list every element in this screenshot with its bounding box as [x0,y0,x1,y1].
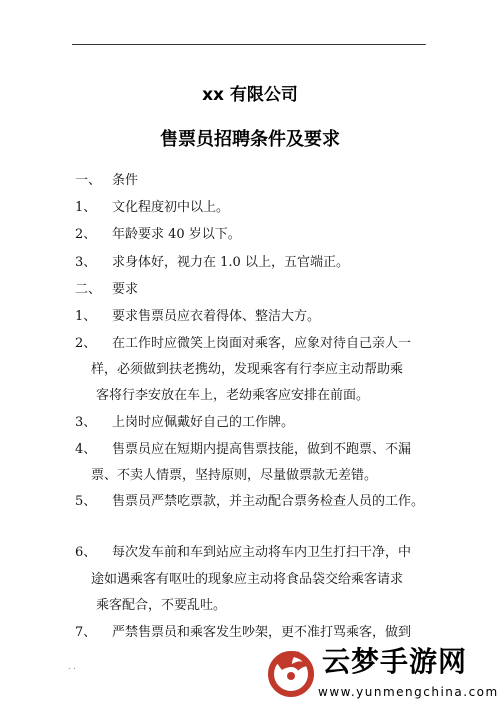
s2-item-7-number: 7、 [75,625,97,640]
header-rule [72,44,426,45]
s2-item-6-line-2: 途如遇乘客有呕吐的现象应主动将食品袋交给乘客请求 [91,572,404,587]
s2-item-2-line-3: 客将行李安放在车上，老幼乘客应安排在前面。 [96,388,370,403]
company-name: xx 有限公司 [202,85,298,105]
section-1-heading: 条件 [112,173,139,188]
header-rule-mark: . [424,38,427,47]
s2-item-3-number: 3、 [75,415,97,430]
s2-item-4-number: 4、 [75,442,97,457]
s1-item-2-text: 年龄要求 40 岁以下。 [112,227,241,242]
s2-item-6-line-1: 每次发车前和车到站应主动将车内卫生打扫干净，中 [112,545,412,560]
s1-item-2-number: 2、 [75,227,97,242]
watermark-site-name: 云梦手游网 [322,645,468,678]
s1-item-1-number: 1、 [75,200,97,215]
s2-item-5-number: 5、 [75,494,97,509]
watermark-url: www.yunmengchina.com [318,685,499,699]
s1-item-3-number: 3、 [75,255,97,270]
s2-item-2-number: 2、 [75,336,97,351]
s2-item-6-line-3: 乘客配合，不要乱吐。 [96,598,227,613]
s2-item-2-line-2: 样，必须做到扶老携幼，发现乘客有行李应主动帮助乘 [91,362,404,377]
dragon-logo-icon [262,642,320,700]
footer-mark: . . [68,662,76,671]
s2-item-1-text: 要求售票员应衣着得体、整洁大方。 [112,309,321,324]
s2-item-5-text: 售票员严禁吃票款，并主动配合票务检查人员的工作。 [112,494,425,509]
s1-item-1-text: 文化程度初中以上。 [112,200,230,215]
s2-item-3-text: 上岗时应佩戴好自己的工作牌。 [112,415,295,430]
document-title: 售票员招聘条件及要求 [160,129,340,150]
s2-item-1-number: 1、 [75,309,97,324]
section-1-number: 一、 [75,173,102,188]
s2-item-4-line-2: 票、不卖人情票，坚持原则，尽量做票款无差错。 [91,468,378,483]
s2-item-6-number: 6、 [75,545,97,560]
s1-item-3-text: 求身体好，视力在 1.0 以上，五官端正。 [112,255,349,270]
section-2-number: 二、 [75,282,102,297]
section-2-heading: 要求 [112,282,139,297]
s2-item-2-line-1: 在工作时应微笑上岗面对乘客，应象对待自己亲人一 [112,336,412,351]
s2-item-7-text: 严禁售票员和乘客发生吵架，更不准打骂乘客，做到 [112,625,412,640]
s2-item-4-line-1: 售票员应在短期内提高售票技能，做到不跑票、不漏 [112,442,412,457]
